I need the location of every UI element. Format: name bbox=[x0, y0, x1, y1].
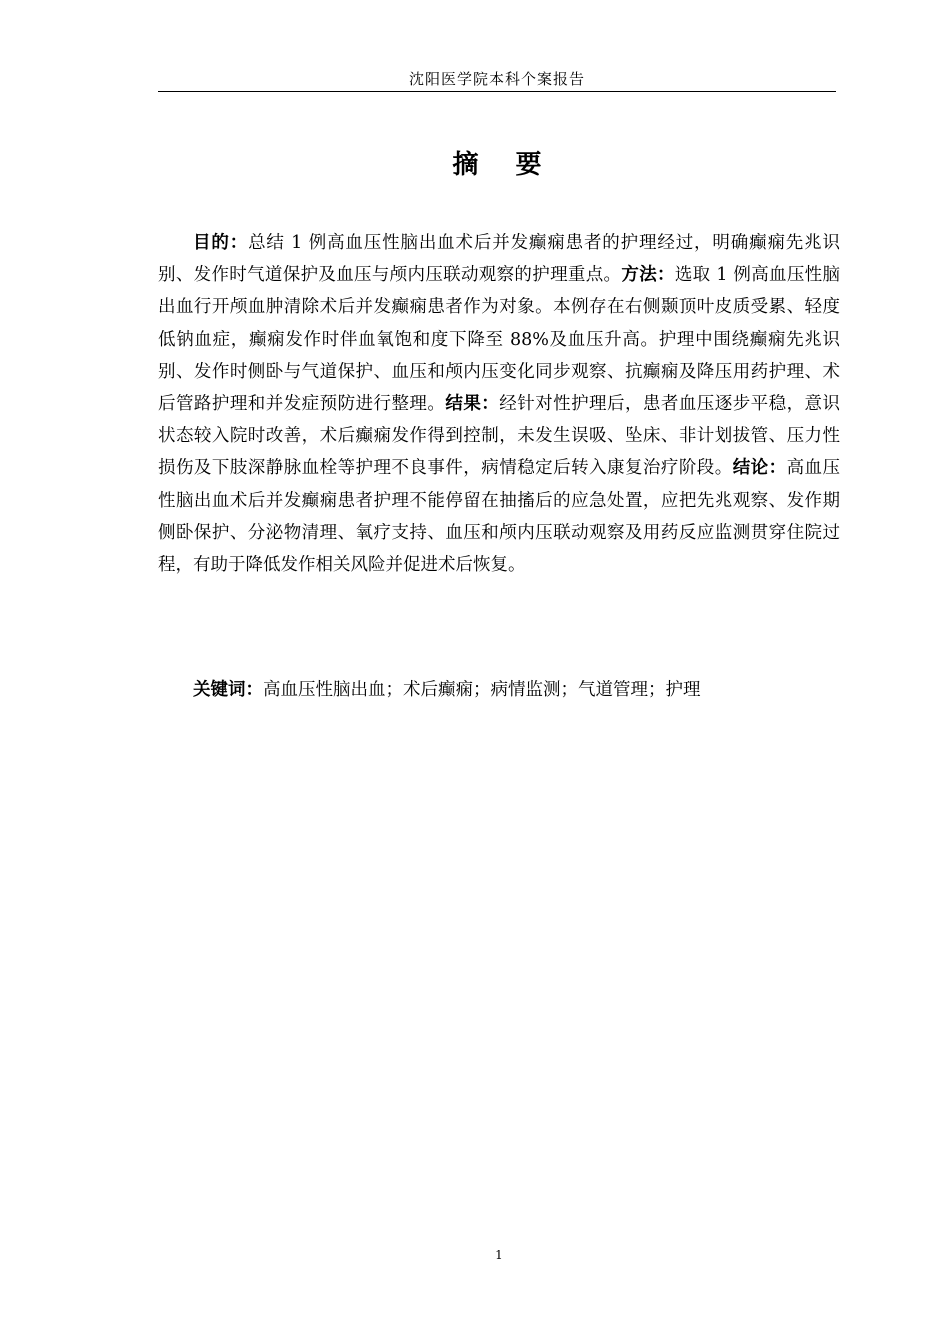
conclusion-label: 结论： bbox=[732, 458, 787, 479]
running-header: 沈阳医学院本科个案报告 bbox=[408, 70, 585, 88]
result-text: 经针对性护理后，患者血压逐步平稳，意识状态较入院时改善，术后癫痫发作得到控制，未发生误吸、坠床、非计划拔管、压力性损伤及下肢深静脉血栓等护理不良事件，病情稳定后转入康复治疗阶段。 bbox=[158, 394, 841, 479]
method-text: 选取 1 例高血压性脑出血行开颅血肿清除术后并发癫痫患者作为对象。本例存在右侧颞顶叶皮质受累、轻度低钠血症，癫痫发作时伴血氧饱和度下降至 88%及血压升高。护理中围绕癫痫先兆识别、发作时侧卧与气道保护、血压和颅内压变化同步观察、抗癫痫及降压用药护理、术后管路护理和并发症预防进行整理。 bbox=[158, 265, 841, 415]
page-number: 1 bbox=[495, 1248, 503, 1262]
abstract-body bbox=[158, 227, 840, 581]
objective-text: 总结 1 例高血压性脑出血术后并发癫痫患者的护理经过，明确癫痫先兆识别、发作时气道保护及血压与颅内压联动观察的护理重点。 bbox=[158, 233, 841, 286]
keywords-text: 高血压性脑出血；术后癫痫；病情监测；气道管理；护理 bbox=[263, 680, 701, 700]
abstract-heading: 摘 要 bbox=[452, 150, 542, 180]
objective-label: 目的： bbox=[193, 233, 249, 253]
keywords-label: 关键词： bbox=[193, 680, 263, 700]
method-label: 方法： bbox=[621, 265, 675, 286]
keywords-line bbox=[158, 674, 840, 706]
conclusion-text: 高血压性脑出血术后并发癫痫患者护理不能停留在抽搐后的应急处置，应把先兆观察、发作期侧卧保护、分泌物清理、氧疗支持、血压和颅内压联动观察及用药反应监测贯穿住院过程，有助于降低发作相关风险并促进术后恢复。 bbox=[158, 458, 841, 576]
abstract-paragraph bbox=[158, 227, 840, 581]
result-label: 结果： bbox=[445, 394, 500, 415]
header-rule bbox=[158, 91, 836, 92]
